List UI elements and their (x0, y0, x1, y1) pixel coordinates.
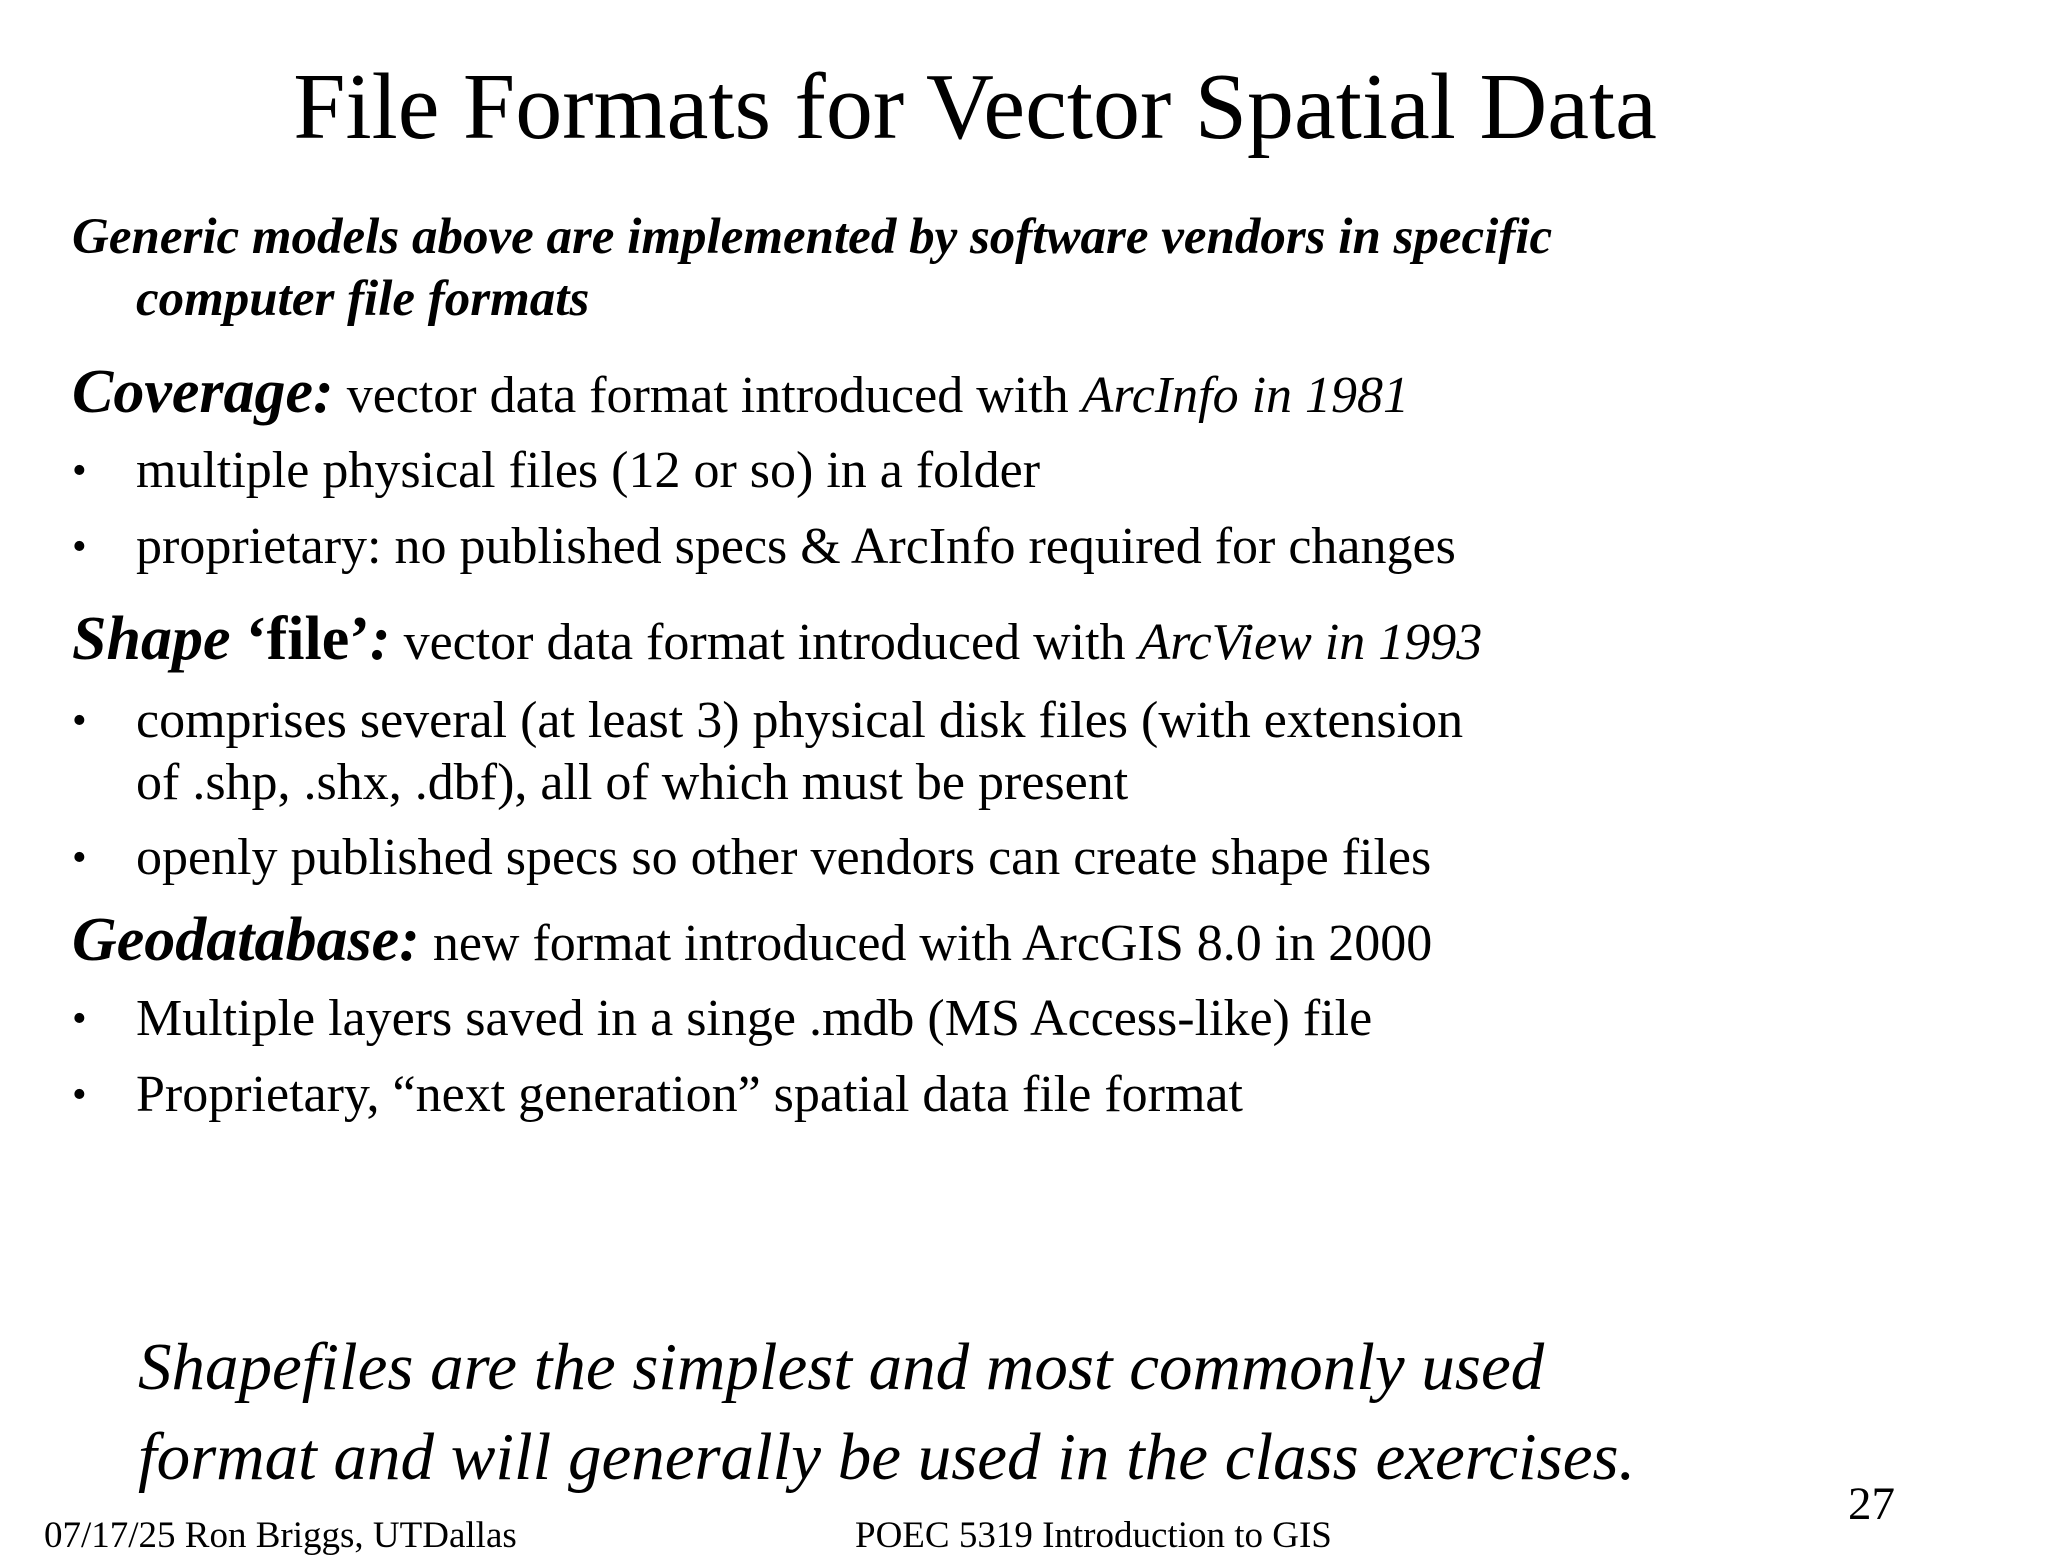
intro-text (72, 206, 1552, 330)
geodatabase-term: Geodatabase: (72, 906, 420, 974)
shape-heading (72, 607, 1482, 675)
shape-desc: vector data format introduced with (390, 614, 1139, 671)
intro-line-2: computer file formats (136, 271, 590, 327)
coverage-bullet-1 (72, 440, 1040, 502)
coverage-italic: ArcInfo in 1981 (1081, 367, 1410, 424)
note-line-1: Shapefiles are the simplest and most commonly used (138, 1330, 1545, 1404)
coverage-term: Coverage: (72, 358, 334, 426)
shape-bullet-2 (72, 827, 1431, 889)
geodatabase-desc: new format introduced with ArcGIS 8.0 in 2000 (419, 915, 1433, 972)
bullet-dot: • (72, 835, 87, 881)
bullet-text: proprietary: no published specs & ArcInfo required for changes (136, 518, 1456, 575)
bullet-text-line-1: comprises several (at least 3) physical disk files (with extension (136, 692, 1464, 749)
bullet-text: multiple physical files (12 or so) in a folder (136, 442, 1041, 499)
shape-italic: ArcView in 1993 (1138, 614, 1483, 671)
bullet-dot: • (72, 448, 87, 494)
coverage-desc: vector data format introduced with (333, 367, 1082, 424)
coverage-bullet-2 (72, 516, 1456, 578)
bullet-text: Multiple layers saved in a singe .mdb (MS Access-like) file (136, 990, 1373, 1047)
page-number: 27 (1848, 1478, 1895, 1530)
intro-line-1: Generic models above are implemented by software vendors in specific (72, 209, 1553, 265)
bullet-dot: • (72, 698, 87, 744)
note-line-2: format and will generally be used in the class exercises. (138, 1420, 1636, 1494)
shape-term: Shape (72, 605, 231, 673)
footer-left: 07/17/25 Ron Briggs, UTDallas (44, 1515, 517, 1556)
footer-center: POEC 5319 Introduction to GIS (855, 1515, 1332, 1556)
coverage-heading (72, 360, 1409, 428)
bullet-text-line-2: of .shp, .shx, .dbf), all of which must be present (136, 754, 1129, 811)
shape-bullet-1 (72, 690, 1463, 814)
shape-term-quote: ‘file’ (230, 605, 370, 673)
geodatabase-bullet-2 (72, 1064, 1243, 1126)
bullet-text: Proprietary, “next generation” spatial data file format (136, 1066, 1243, 1123)
bullet-text: openly published specs so other vendors can create shape files (136, 829, 1432, 886)
slide-title: File Formats for Vector Spatial Data (293, 55, 1657, 159)
geodatabase-heading (72, 908, 1432, 976)
geodatabase-bullet-1 (72, 988, 1372, 1050)
bullet-dot: • (72, 1072, 87, 1118)
bullet-dot: • (72, 996, 87, 1042)
bullet-dot: • (72, 524, 87, 570)
shape-term-colon: : (369, 605, 391, 673)
